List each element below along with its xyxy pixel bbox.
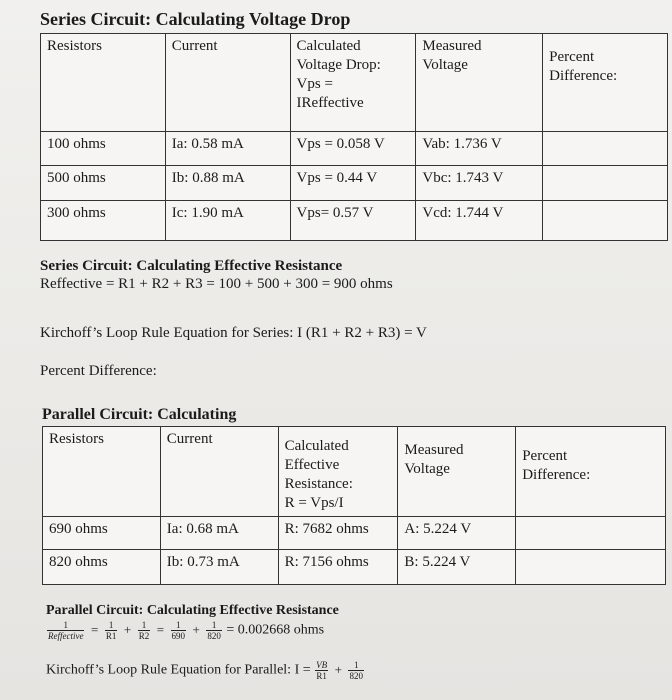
table-cell	[516, 550, 666, 585]
table-cell: Vbc: 1.743 V	[416, 166, 543, 201]
series-resistance-equation: Reffective = R1 + R2 + R3 = 100 + 500 + 300 = 900 ohms	[40, 276, 393, 292]
fraction	[105, 620, 118, 641]
numerator: 1	[138, 620, 151, 631]
parallel-header-current: Current	[160, 427, 278, 517]
parallel-resistance-equation: $\frac{1}{\text{Reffective}}$ = $\frac{1}{R1}$ + $\frac{1}{R2}$ = $\frac{1}{690}$ + $\frac{1}{820}$ = 0.002668 ohms	[48, 620, 325, 641]
parallel-header-calculated: Calculated Effective Resistance: R = Vps/I	[278, 427, 398, 517]
series-header-current: Current	[165, 34, 290, 132]
series-header-percent: Percent Difference:	[543, 34, 668, 132]
table-cell: 820 ohms	[43, 550, 161, 585]
table-cell: Vcd: 1.744 V	[416, 201, 543, 241]
denominator: R2	[138, 631, 150, 641]
numerator	[315, 660, 328, 671]
table-cell: Ib: 0.73 mA	[160, 550, 278, 585]
parallel-resistance-result: = 0.002668 ohms	[226, 622, 325, 638]
table-cell: Vab: 1.736 V	[416, 132, 543, 166]
reffective-symbol: Reffective	[48, 631, 84, 641]
fraction	[348, 660, 364, 681]
numerator: 1	[171, 620, 187, 631]
series-header-row	[41, 34, 668, 132]
table-cell: B: 5.224 V	[398, 550, 516, 585]
table-cell: 690 ohms	[43, 517, 161, 550]
series-percent-difference-label: Percent Difference:	[40, 363, 157, 379]
table-row	[41, 132, 668, 166]
series-header-resistors: Resistors	[41, 34, 166, 132]
denominator: R1	[105, 631, 117, 641]
fraction	[47, 620, 84, 641]
table-cell: 300 ohms	[41, 201, 166, 241]
table-cell: 100 ohms	[41, 132, 166, 166]
series-header-calculated: Calculated Voltage Drop: Vps = IReffective	[290, 34, 416, 132]
table-cell	[543, 166, 668, 201]
parallel-table	[42, 426, 666, 585]
parallel-kirchoff-prefix: Kirchoff’s Loop Rule Equation for Parallel: I =	[46, 662, 311, 678]
table-cell: R: 7156 ohms	[278, 550, 398, 585]
series-kirchoff-equation: Kirchoff’s Loop Rule Equation for Series: I (R1 + R2 + R3) = V	[40, 325, 427, 341]
series-header-measured: Measured Voltage	[416, 34, 543, 132]
fraction	[138, 620, 151, 641]
table-row	[43, 517, 666, 550]
denominator: 820	[207, 631, 221, 641]
parallel-resistance-title: Parallel Circuit: Calculating Effective Resistance	[46, 603, 339, 618]
table-cell: Vps = 0.44 V	[290, 166, 416, 201]
denominator: 690	[171, 631, 186, 641]
table-cell	[543, 132, 668, 166]
numerator: 1	[105, 620, 118, 631]
table-cell: R: 7682 ohms	[278, 517, 398, 550]
denominator	[47, 631, 84, 641]
table-cell: Vps = 0.058 V	[290, 132, 416, 166]
fraction	[315, 660, 328, 681]
denominator: R1	[316, 671, 327, 681]
fraction	[171, 620, 187, 641]
denominator: 820	[349, 671, 363, 681]
parallel-header-resistors: Resistors	[43, 427, 161, 517]
parallel-header-percent: Percent Difference:	[516, 427, 666, 517]
table-cell: Vps= 0.57 V	[290, 201, 416, 241]
table-cell: A: 5.224 V	[398, 517, 516, 550]
table-cell: Ic: 1.90 mA	[165, 201, 290, 241]
series-table	[40, 33, 668, 241]
table-cell	[516, 517, 666, 550]
vb-symbol: VB	[316, 660, 328, 670]
numerator: 1	[348, 660, 364, 671]
table-row	[43, 550, 666, 585]
parallel-header-row	[43, 427, 666, 517]
table-cell: Ia: 0.58 mA	[165, 132, 290, 166]
table-cell: Ib: 0.88 mA	[165, 166, 290, 201]
numerator: 1	[47, 620, 84, 631]
parallel-kirchoff-equation: Kirchoff’s Loop Rule Equation for Parallel: I = $\frac{VB}{R1}$ + $\frac{1}{820}$	[46, 660, 363, 681]
table-row	[41, 166, 668, 201]
series-title: Series Circuit: Calculating Voltage Drop	[40, 9, 351, 29]
parallel-title: Parallel Circuit: Calculating	[42, 406, 237, 423]
parallel-header-measured: Measured Voltage	[398, 427, 516, 517]
series-resistance-title: Series Circuit: Calculating Effective Resistance	[40, 258, 343, 274]
table-cell	[543, 201, 668, 241]
table-row	[41, 201, 668, 241]
fraction	[206, 620, 222, 641]
table-cell: 500 ohms	[41, 166, 166, 201]
numerator: 1	[206, 620, 222, 631]
table-cell: Ia: 0.68 mA	[160, 517, 278, 550]
